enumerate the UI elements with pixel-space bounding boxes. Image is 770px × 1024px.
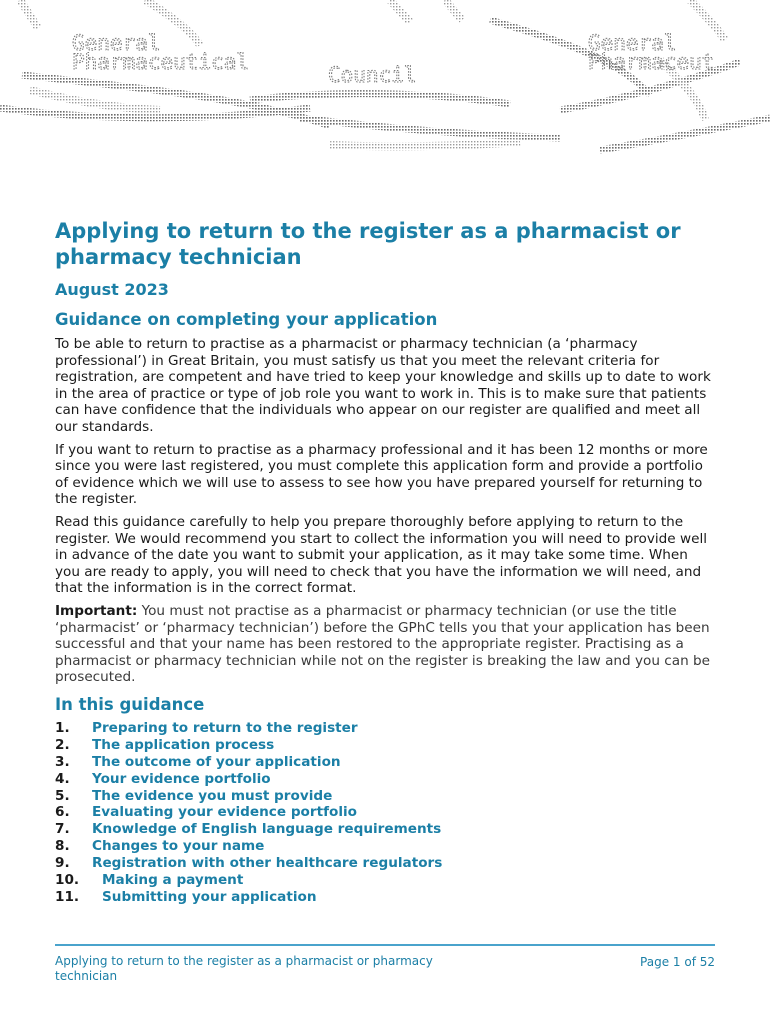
important-notice: [55, 603, 717, 686]
toc-link-preparing[interactable]: Preparing to return to the register: [92, 719, 358, 736]
toc-number: 2.: [55, 736, 70, 753]
toc-number: 10.: [55, 872, 80, 889]
important-text: You must not practise as a pharmacist or pharmacy technician (or use the title ‘pharmacist’ or ‘pharmacy technician’) before the GPhC tells you that your application has been successful and that your name has been restored to the appropriate register. Practising as a pharmacist or pharmacy technician while not on the register is breaking the law and you can be prosecuted.: [55, 602, 711, 686]
toc-link-evidence-portfolio[interactable]: Your evidence portfolio: [92, 770, 271, 787]
logo-text-right-line2: Pharmaceut: [588, 50, 715, 74]
toc-item: [55, 804, 717, 821]
document-date: August 2023: [55, 280, 169, 299]
gphc-logo-banner: [0, 0, 770, 170]
toc-link-other-regulators[interactable]: Registration with other healthcare regulators: [92, 855, 443, 872]
toc-item: [55, 754, 717, 771]
swoosh-decoration: [690, 0, 725, 40]
toc-link-submitting[interactable]: Submitting your application: [102, 888, 317, 905]
toc-number: 3.: [55, 753, 70, 770]
toc-item: [55, 855, 717, 872]
footer-document-title: Applying to return to the register as a pharmacist or pharmacy technician: [55, 954, 433, 983]
toc-link-evaluating[interactable]: Evaluating your evidence portfolio: [92, 804, 358, 821]
swoosh-decoration: [445, 0, 462, 20]
swoosh-decoration: [300, 118, 560, 138]
swoosh-decoration: [30, 90, 160, 110]
guidance-heading: Guidance on completing your application: [55, 310, 438, 329]
toc-number: 9.: [55, 855, 70, 872]
important-label: Important:: [55, 602, 138, 619]
logo-text-left-line2: Pharmaceutical: [72, 50, 250, 74]
toc-link-outcome[interactable]: The outcome of your application: [92, 753, 341, 770]
toc-number: 6.: [55, 804, 70, 821]
page-number: Page 1 of 52: [640, 955, 715, 969]
toc-number: 1.: [55, 719, 70, 736]
toc-item: [55, 788, 717, 805]
swoosh-decoration: [390, 0, 410, 22]
swoosh-decoration: [20, 0, 38, 28]
eligibility-paragraph: If you want to return to practise as a pharmacy professional and it has been 12 months or more since you were last registered, you must complete this application form and provide a portfolio of evidence which we will use to assess to see how you have prepared yourself for returning to the register.: [55, 441, 708, 508]
toc-item: [55, 821, 717, 838]
toc-number: 11.: [55, 888, 80, 905]
swoosh-decoration: [250, 94, 510, 104]
logo-text-left-line1: General: [72, 31, 161, 55]
toc-link-payment[interactable]: Making a payment: [102, 872, 244, 889]
logo-text-center: Council: [328, 63, 417, 87]
intro-paragraph: To be able to return to practise as a pharmacist or pharmacy technician (a ‘pharmacy professional’) in Great Britain, you must satisfy us that you meet the relevant criteria for registration, are competent and have tried to keep your knowledge and skills up to date to work in the area of practice or type of job role you want to work in. This is to make sure that patients can have confidence that the individuals who appear on our register are qualified and meet all our standards.: [55, 336, 711, 435]
toc-item: [55, 838, 717, 855]
toc-number: 8.: [55, 838, 70, 855]
toc-number: 7.: [55, 821, 70, 838]
document-body: [55, 218, 717, 906]
toc-item: [55, 737, 717, 754]
document-title: Applying to return to the register as a pharmacist or pharmacy technician: [55, 219, 681, 269]
logo-text-right-line1: General: [588, 31, 677, 55]
table-of-contents: [55, 720, 717, 906]
toc-link-application-process[interactable]: The application process: [92, 736, 275, 753]
toc-link-english-language[interactable]: Knowledge of English language requirements: [92, 821, 442, 838]
toc-number: 4.: [55, 770, 70, 787]
swoosh-decoration: [330, 142, 520, 146]
toc-item: [55, 771, 717, 788]
toc-item: [55, 720, 717, 737]
toc-link-name-changes[interactable]: Changes to your name: [92, 838, 265, 855]
toc-number: 5.: [55, 787, 70, 804]
toc-heading: In this guidance: [55, 694, 205, 714]
swoosh-decoration: [600, 118, 770, 150]
toc-item: [55, 889, 717, 906]
preparation-paragraph: Read this guidance carefully to help you prepare thoroughly before applying to return to the register. We would recommend you start to collect the information you will need to provide well in advance of the date you want to submit your application, as it may take some time. When you are ready to apply, you will need to check that you have the information we will need, and that the information is in the correct format.: [55, 513, 708, 597]
toc-item: [55, 872, 717, 889]
footer-divider: [55, 944, 715, 946]
toc-link-evidence-required[interactable]: The evidence you must provide: [92, 787, 333, 804]
